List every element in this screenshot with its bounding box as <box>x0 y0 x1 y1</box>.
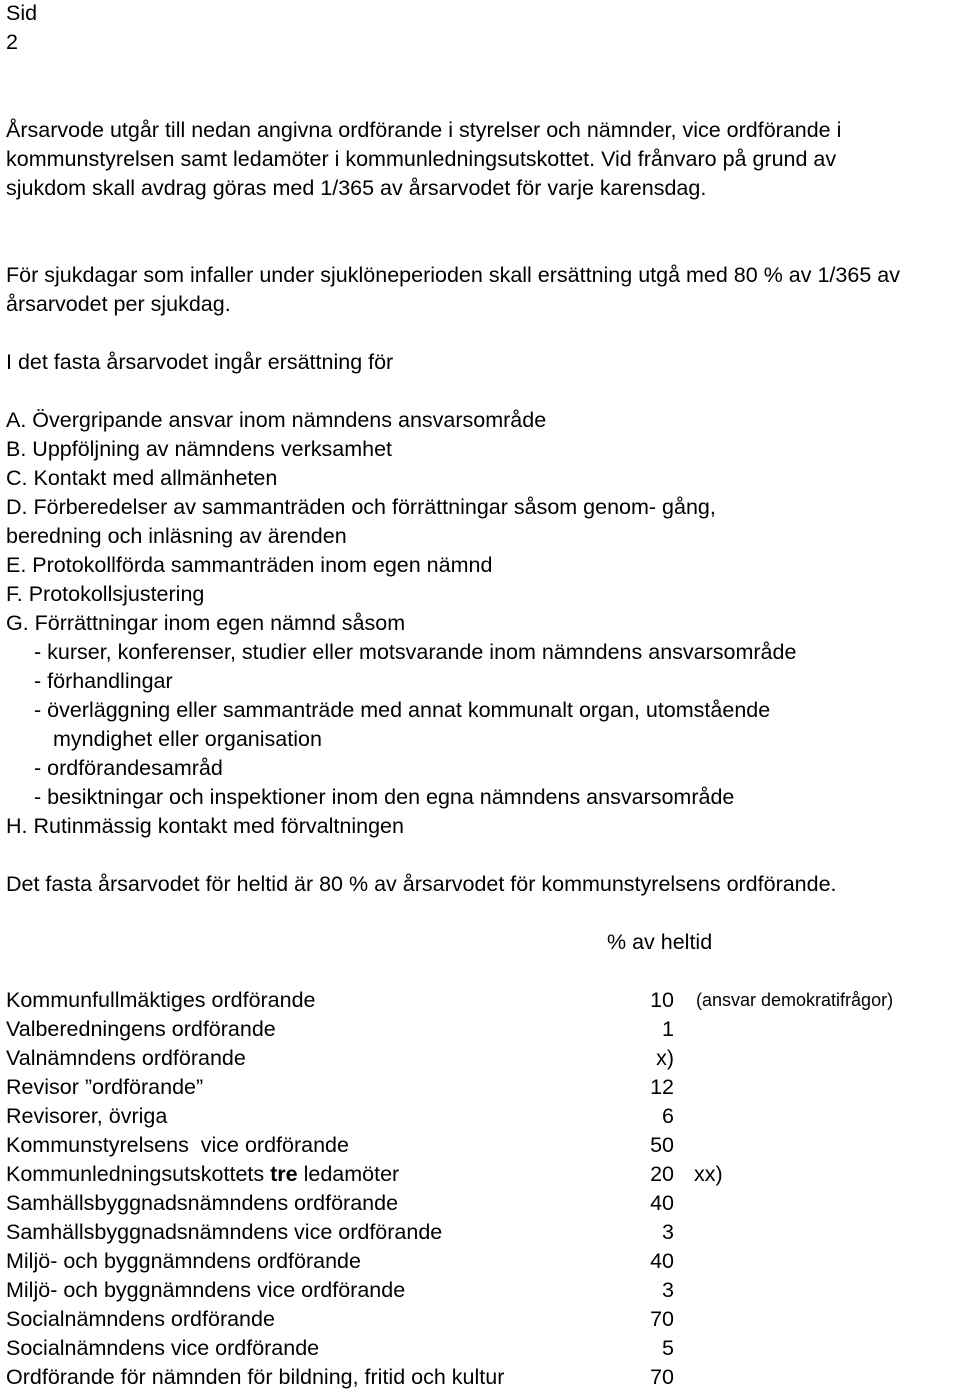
row-value: 10 <box>650 988 674 1012</box>
page-number: 2 <box>6 30 18 54</box>
list-item-g: G. Förrättningar inom egen nämnd såsom <box>6 611 406 635</box>
row-value: 3 <box>662 1220 674 1244</box>
row-value: 70 <box>650 1307 674 1331</box>
table-row <box>6 1276 956 1305</box>
intro-paragraph-2: För sjukdagar som infaller under sjuklöneperioden skall ersättning utgå med 80 % av 1/365 av årsarvodet per sjukdag. <box>6 263 900 316</box>
row-value: 1 <box>662 1017 674 1041</box>
intro-paragraph-3: I det fasta årsarvodet ingår ersättning för <box>6 350 394 374</box>
row-name: Miljö- och byggnämndens vice ordförande <box>6 1278 406 1302</box>
list-item-h: H. Rutinmässig kontakt med förvaltningen <box>6 814 404 838</box>
summary-paragraph: Det fasta årsarvodet för heltid är 80 % av årsarvodet för kommunstyrelsens ordförande. <box>6 872 837 896</box>
table-row <box>6 1363 956 1392</box>
row-name: Valberedningens ordförande <box>6 1017 276 1041</box>
row-value: 12 <box>650 1075 674 1099</box>
table-row <box>6 1073 956 1102</box>
sid-label: Sid <box>6 1 38 25</box>
table-row <box>6 1015 956 1044</box>
table-row <box>6 1305 956 1334</box>
row-name: Valnämndens ordförande <box>6 1046 246 1070</box>
row-value: 40 <box>650 1249 674 1273</box>
list-item-b: B. Uppföljning av nämndens verksamhet <box>6 437 393 461</box>
list-subitem: - förhandlingar <box>34 669 173 693</box>
list-item-a: A. Övergripande ansvar inom nämndens ansvarsområde <box>6 408 547 432</box>
table-row <box>6 1131 956 1160</box>
intro-paragraph-1: Årsarvode utgår till nedan angivna ordförande i styrelser och nämnder, vice ordförande i kommunstyrelsen samt ledamöter i kommunledningsutskottet. Vid frånvaro på grund av sjukdom skall avdrag göras med 1/365 av årsarvodet för varje karensdag. <box>6 118 842 200</box>
table-row <box>6 1247 956 1276</box>
list-item-c: C. Kontakt med allmänheten <box>6 466 278 490</box>
row-value: 6 <box>662 1104 674 1128</box>
row-name: Socialnämndens ordförande <box>6 1307 275 1331</box>
row-value: 50 <box>650 1133 674 1157</box>
list-item-f: F. Protokollsjustering <box>6 582 205 606</box>
table-row <box>6 1218 956 1247</box>
row-value: 5 <box>662 1336 674 1360</box>
row-note: xx) <box>694 1162 723 1186</box>
table-row <box>6 986 956 1015</box>
row-name: Samhällsbyggnadsnämndens vice ordförande <box>6 1220 443 1244</box>
row-name: Socialnämndens vice ordförande <box>6 1336 320 1360</box>
row-name: Kommunstyrelsens vice ordförande <box>6 1133 349 1157</box>
row-name: Revisorer, övriga <box>6 1104 168 1128</box>
table-row <box>6 1189 956 1218</box>
table-row <box>6 1102 956 1131</box>
list-item-d: D. Förberedelser av sammanträden och förrättningar såsom genom- gång, <box>6 495 716 519</box>
row-name-part: Kommunledningsutskottets <box>6 1162 271 1186</box>
list-subitem: - överläggning eller sammanträde med annat kommunalt organ, utomstående <box>34 698 771 722</box>
row-name: Samhällsbyggnadsnämndens ordförande <box>6 1191 399 1215</box>
list-subitem: - ordförandesamråd <box>34 756 223 780</box>
list-subitem: - besiktningar och inspektioner inom den egna nämndens ansvarsområde <box>34 785 735 809</box>
table-header: % av heltid <box>607 930 713 954</box>
row-value: 70 <box>650 1365 674 1389</box>
table-row <box>6 1044 956 1073</box>
row-name: Ordförande för nämnden för bildning, fritid och kultur <box>6 1365 505 1389</box>
row-note: (ansvar demokratifrågor) <box>696 990 894 1010</box>
row-value: 40 <box>650 1191 674 1215</box>
row-name <box>6 1160 399 1189</box>
table-row <box>6 1334 956 1363</box>
list-item-e: E. Protokollförda sammanträden inom egen nämnd <box>6 553 493 577</box>
row-name: Kommunfullmäktiges ordförande <box>6 988 316 1012</box>
list-item-d-cont: beredning och inläsning av ärenden <box>6 524 347 548</box>
row-name: Revisor ”ordförande” <box>6 1075 204 1099</box>
row-name-part: ledamöter <box>297 1162 400 1186</box>
list-subitem-cont: myndighet eller organisation <box>53 727 322 751</box>
list-subitem: - kurser, konferenser, studier eller motsvarande inom nämndens ansvarsområde <box>34 640 797 664</box>
row-value: x) <box>656 1046 674 1070</box>
row-value: 3 <box>662 1278 674 1302</box>
table-row <box>6 1160 956 1189</box>
row-name-bold: tre <box>270 1162 298 1186</box>
row-name: Miljö- och byggnämndens ordförande <box>6 1249 361 1273</box>
row-value: 20 <box>650 1162 674 1186</box>
